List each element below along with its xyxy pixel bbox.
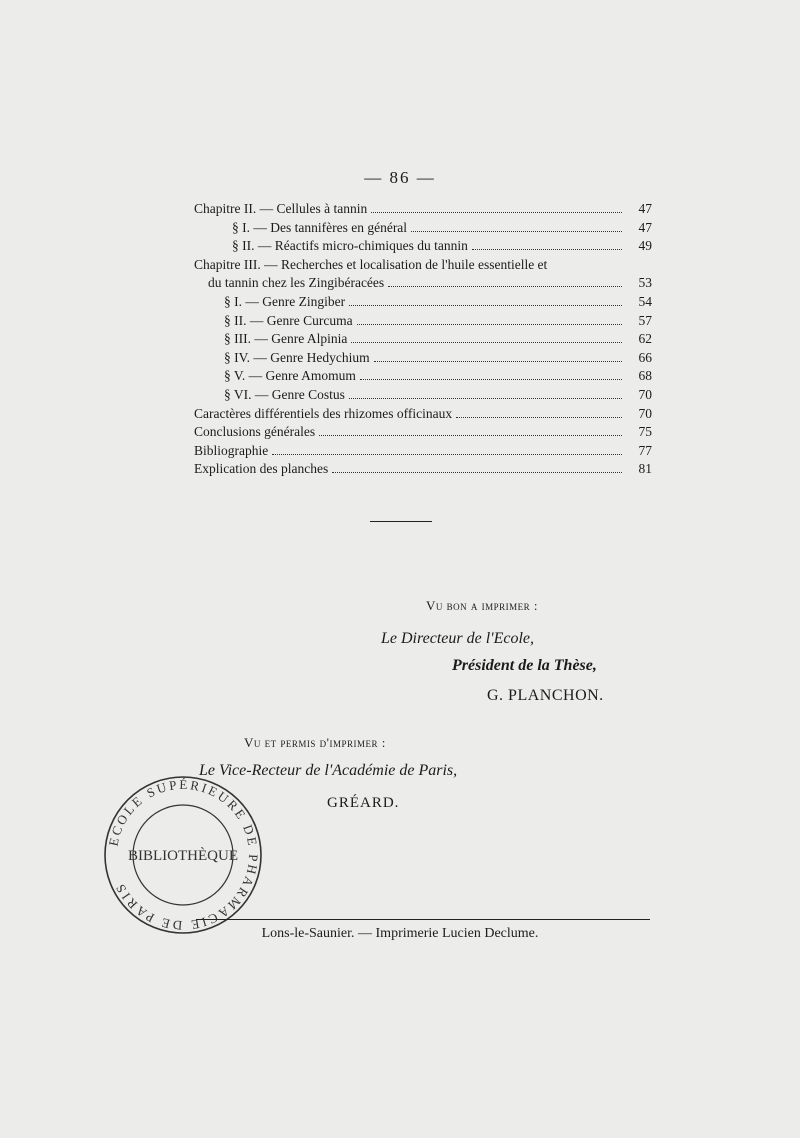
toc-entry xyxy=(194,293,652,312)
toc-entry-label: § V. — Genre Amomum xyxy=(224,368,356,384)
toc-entry-page: 66 xyxy=(638,349,652,365)
planchon-signature: G. PLANCHON. xyxy=(487,687,604,704)
toc-entry-label: du tannin chez les Zingibéracées xyxy=(208,275,385,291)
toc-entry xyxy=(194,256,652,275)
toc-entry-page: 81 xyxy=(638,461,652,477)
separator-rule xyxy=(370,521,432,522)
page-number: — 86 — xyxy=(364,168,436,187)
toc-entry xyxy=(194,423,652,442)
toc-leader-dots xyxy=(349,398,622,399)
toc-entry xyxy=(194,330,652,349)
toc-entry xyxy=(194,219,652,238)
toc-entry xyxy=(194,405,652,424)
toc-entry-page: 47 xyxy=(638,201,652,216)
toc-entry xyxy=(194,386,652,405)
toc-entry-label: § III. — Genre Alpinia xyxy=(224,331,348,347)
toc-entry xyxy=(194,274,652,293)
toc-leader-dots xyxy=(371,212,622,213)
vice-rector-title: Le Vice-Recteur de l'Académie de Paris, xyxy=(199,762,458,779)
toc-leader-dots xyxy=(349,305,622,306)
toc-entry-label: § IV. — Genre Hedychium xyxy=(224,349,370,365)
printer-imprint: Lons-le-Saunier. — Imprimerie Lucien Declume. xyxy=(261,926,539,941)
library-stamp xyxy=(98,770,268,940)
toc-entry-page: 53 xyxy=(638,275,652,291)
toc-entry xyxy=(194,349,652,368)
toc-entry-page: 49 xyxy=(638,238,652,254)
toc-entry-page: 70 xyxy=(638,386,652,402)
toc-entry-page: 75 xyxy=(638,424,652,440)
toc-leader-dots xyxy=(319,435,622,436)
permission-heading: Vu et permis d'imprimer : xyxy=(244,735,386,750)
toc-entry-page: 68 xyxy=(638,368,652,384)
toc-leader-dots xyxy=(411,231,622,232)
toc-entry xyxy=(194,200,652,219)
toc-leader-dots xyxy=(456,417,622,418)
toc-entry xyxy=(194,442,652,461)
table-of-contents xyxy=(194,200,652,479)
stamp-center-text: BIBLIOTHÈQUE xyxy=(128,848,238,864)
greard-signature: GRÉARD. xyxy=(327,795,400,811)
toc-leader-dots xyxy=(351,342,622,343)
toc-leader-dots xyxy=(388,286,622,287)
toc-entry-label: Chapitre III. — Recherches et localisation de l'huile essentielle et xyxy=(194,256,548,272)
toc-entry-label: § VI. — Genre Costus xyxy=(224,386,345,402)
toc-entry-label: § I. — Genre Zingiber xyxy=(224,293,346,309)
toc-leader-dots xyxy=(360,379,622,380)
toc-entry xyxy=(194,460,652,479)
director-title: Le Directeur de l'Ecole, xyxy=(381,630,534,647)
toc-leader-dots xyxy=(332,472,622,473)
toc-entry-label: Caractères différentiels des rhizomes officinaux xyxy=(194,405,453,421)
toc-entry-label: Conclusions générales xyxy=(194,424,316,440)
toc-entry-label: Chapitre II. — Cellules à tannin xyxy=(194,201,368,216)
toc-leader-dots xyxy=(374,361,622,362)
toc-entry-label: § I. — Des tannifères en général xyxy=(232,219,408,235)
toc-entry-page: 70 xyxy=(638,405,652,421)
toc-entry xyxy=(194,312,652,331)
toc-entry-page: 62 xyxy=(638,331,652,347)
toc-leader-dots xyxy=(357,324,622,325)
approval-heading: Vu bon a imprimer : xyxy=(426,598,539,613)
president-title: Président de la Thèse, xyxy=(452,657,597,674)
toc-entry-page: 47 xyxy=(638,219,652,235)
toc-entry-page: 77 xyxy=(638,442,652,458)
toc-leader-dots xyxy=(272,454,622,455)
toc-entry-label: § II. — Genre Curcuma xyxy=(224,312,353,328)
stamp-ring-text: ECOLE SUPÉRIEURE DE PHARMACIE DE PARIS xyxy=(105,776,262,934)
toc-leader-dots xyxy=(472,249,622,250)
toc-entry-label: Bibliographie xyxy=(194,442,269,458)
footer-rule xyxy=(196,919,650,920)
toc-entry-label: Explication des planches xyxy=(194,461,329,477)
toc-entry xyxy=(194,237,652,256)
toc-entry xyxy=(194,367,652,386)
toc-entry-label: § II. — Réactifs micro-chimiques du tannin xyxy=(232,238,468,254)
toc-entry-page: 57 xyxy=(638,312,652,328)
toc-entry-page: 54 xyxy=(638,293,652,309)
